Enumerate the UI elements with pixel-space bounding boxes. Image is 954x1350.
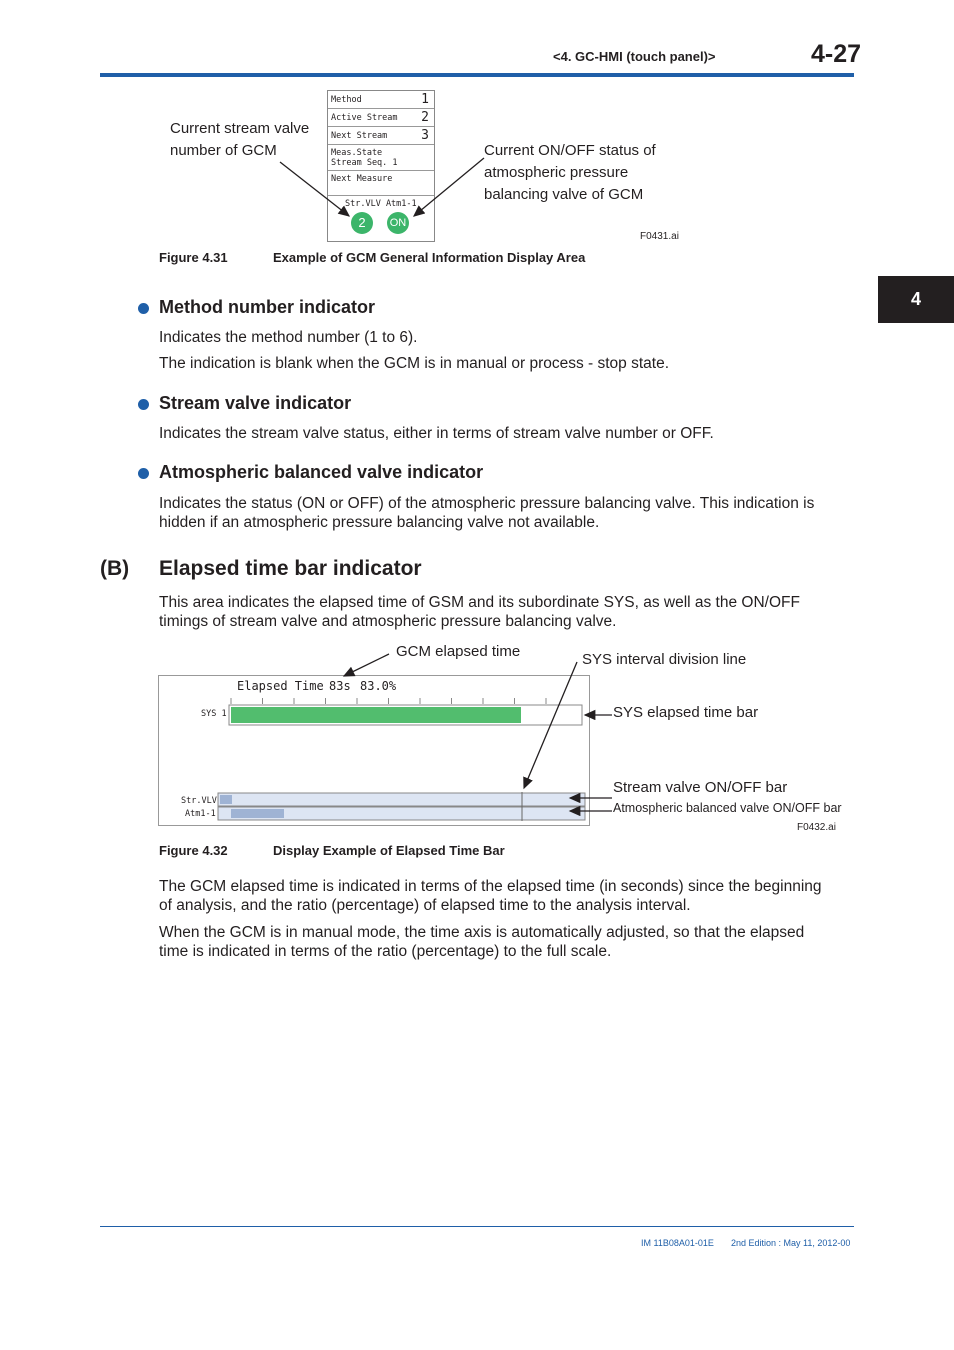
callout-sys-bar: SYS elapsed time bar bbox=[613, 704, 759, 721]
elapsed-seconds: 83s bbox=[329, 679, 351, 693]
figure-caption-title: Display Example of Elapsed Time Bar bbox=[273, 843, 505, 858]
body-paragraph: of analysis, and the ratio (percentage) of elapsed time to the analysis interval. bbox=[159, 897, 691, 914]
panel-row-label-2: Stream Seq. 1 bbox=[331, 158, 398, 168]
body-paragraph: time is indicated in terms of the ratio (percentage) to the full scale. bbox=[159, 943, 612, 960]
stream-valve-label: Str.VLV bbox=[181, 796, 217, 806]
panel-row-label: Method bbox=[331, 95, 362, 105]
figure-file-name: F0431.ai bbox=[640, 231, 679, 242]
callout-sys-division: SYS interval division line bbox=[582, 651, 747, 668]
atm-valve-label: Atm1-1 bbox=[185, 809, 216, 819]
elapsed-percent: 83.0% bbox=[360, 679, 397, 693]
atm-valve-on-segment bbox=[231, 809, 284, 818]
figure-caption-number: Figure 4.31 bbox=[159, 250, 228, 265]
stream-valve-on-segment bbox=[220, 795, 232, 804]
callout-line: Current ON/OFF status of bbox=[484, 142, 656, 159]
panel-row-label: Next Measure bbox=[331, 174, 393, 184]
bullet-heading: Stream valve indicator bbox=[159, 393, 352, 413]
body-paragraph: This area indicates the elapsed time of GSM and its subordinate SYS, as well as the ON/OFF bbox=[159, 594, 800, 611]
callout-line: atmospheric pressure bbox=[484, 164, 629, 181]
section-id: (B) bbox=[100, 557, 130, 580]
bullet-icon bbox=[138, 399, 149, 410]
running-header-section: <4. GC-HMI (touch panel)> bbox=[553, 49, 716, 64]
section-title: Elapsed time bar indicator bbox=[159, 557, 422, 580]
body-paragraph: hidden if an atmospheric pressure balancing valve not available. bbox=[159, 514, 600, 531]
chapter-tab: 4 bbox=[878, 276, 954, 323]
body-paragraph: Indicates the stream valve status, either in terms of stream valve number or OFF. bbox=[159, 425, 714, 442]
body-paragraph: Indicates the status (ON or OFF) of the atmospheric pressure balancing valve. This indication is bbox=[159, 495, 815, 512]
body-paragraph: timings of stream valve and atmospheric pressure balancing valve. bbox=[159, 613, 617, 630]
callout-line: Current stream valve bbox=[170, 120, 310, 137]
footer-rule bbox=[100, 1226, 854, 1227]
atm-valve-indicator: ON bbox=[387, 212, 409, 234]
figure-file-name: F0432.ai bbox=[797, 822, 836, 833]
panel-row-value: 3 bbox=[421, 128, 429, 143]
callout-atm-bar: Atmospheric balanced valve ON/OFF bar bbox=[613, 801, 842, 815]
callout-stream-bar: Stream valve ON/OFF bar bbox=[613, 779, 788, 796]
sys-label: SYS 1 bbox=[201, 709, 227, 719]
footer-edition: 2nd Edition : May 11, 2012-00 bbox=[731, 1238, 851, 1248]
footer-doc-id: IM 11B08A01-01E bbox=[641, 1238, 714, 1248]
body-paragraph: The GCM elapsed time is indicated in terms of the elapsed time (in seconds) since the beginning bbox=[159, 878, 822, 895]
panel-row-value: 1 bbox=[421, 92, 429, 107]
callout-line: balancing valve of GCM bbox=[484, 186, 644, 203]
callout-gcm-elapsed: GCM elapsed time bbox=[396, 643, 521, 660]
bullet-icon bbox=[138, 303, 149, 314]
bullet-heading: Atmospheric balanced valve indicator bbox=[159, 462, 484, 482]
page-number: 4-27 bbox=[811, 40, 862, 68]
body-paragraph: When the GCM is in manual mode, the time axis is automatically adjusted, so that the elapsed bbox=[159, 924, 805, 941]
body-paragraph: The indication is blank when the GCM is in manual or process - stop state. bbox=[159, 355, 670, 372]
panel-row-label: Next Stream bbox=[331, 131, 388, 141]
callout-line: number of GCM bbox=[170, 142, 277, 159]
bullet-icon bbox=[138, 468, 149, 479]
figure-caption-number: Figure 4.32 bbox=[159, 843, 228, 858]
elapsed-time-label: Elapsed Time bbox=[237, 679, 324, 693]
stream-valve-bar-track bbox=[218, 793, 585, 806]
stream-valve-indicator: 2 bbox=[351, 212, 373, 234]
panel-row-value: 2 bbox=[421, 110, 429, 125]
sys-elapsed-bar bbox=[231, 707, 521, 723]
figure-caption-title: Example of GCM General Information Display Area bbox=[273, 250, 586, 265]
panel-row-label: Meas.State bbox=[331, 148, 383, 158]
bullet-heading: Method number indicator bbox=[159, 297, 375, 317]
panel-row-label: Active Stream bbox=[331, 113, 398, 123]
panel-valve-label: Str.VLV Atm1-1 bbox=[345, 199, 417, 209]
body-paragraph: Indicates the method number (1 to 6). bbox=[159, 329, 418, 346]
